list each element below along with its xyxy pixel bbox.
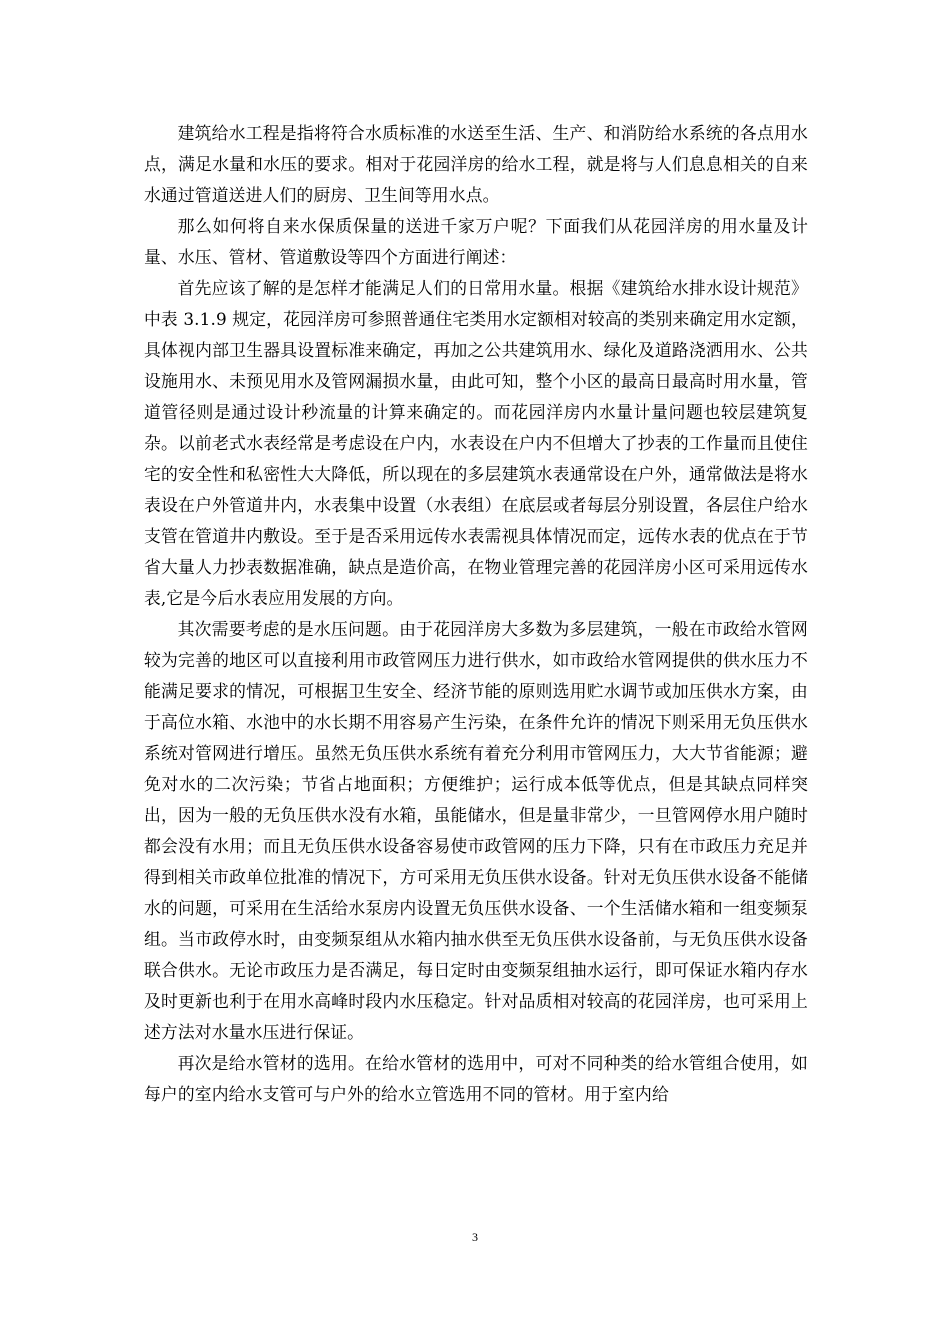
paragraph-water-pressure: 其次需要考虑的是水压问题。由于花园洋房大多数为多层建筑，一般在市政给水管网较为完善的地区可以直接利用市政管网压力进行供水，如市政给水管网提供的供水压力不能满足要求的情况，可根据卫生安全、经济节能的原则选用贮水调节或加压供水方案，由于高位水箱、水池中的水长期不用容易产生污染，在条件允许的情况下则采用无负压供水系统对管网进行增压。虽然无负压供水系统有着充分利用市管网压力，大大节省能源；避免对水的二次污染；节省占地面积；方便维护；运行成本低等优点，但是其缺点同样突出，因为一般的无负压供水没有水箱，虽能储水，但是量非常少，一旦管网停水用户随时都会没有水用；而且无负压供水设备容易使市政管网的压力下降，只有在市政压力充足并得到相关市政单位批准的情况下，方可采用无负压供水设备。针对无负压供水设备不能储水的问题，可采用在生活给水泵房内设置无负压供水设备、一个生活储水箱和一组变频泵组。当市政停水时，由变频泵组从水箱内抽水供至无负压供水设备前，与无负压供水设备联合供水。无论市政压力是否满足，每日定时由变频泵组抽水运行，即可保证水箱内存水及时更新也利于在用水高峰时段内水压稳定。针对品质相对较高的花园洋房，也可采用上述方法对水量水压进行保证。 [144,619,808,1042]
paragraph-overview: 那么如何将自来水保质保量的送进千家万户呢？下面我们从花园洋房的用水量及计量、水压、管材、管道敷设等四个方面进行阐述： [144,216,808,267]
paragraph-intro: 建筑给水工程是指将符合水质标准的水送至生活、生产、和消防给水系统的各点用水点，满足水量和水压的要求。相对于花园洋房的给水工程，就是将与人们息息相关的自来水通过管道送进人们的厨房、卫生间等用水点。 [144,123,808,205]
document-body [144,118,808,1110]
page-number: 3 [472,1230,478,1244]
paragraph-pipe-material: 再次是给水管材的选用。在给水管材的选用中，可对不同种类的给水管组合使用，如每户的室内给水支管可与户外的给水立管选用不同的管材。用于室内给 [144,1053,808,1104]
paragraph-water-quantity: 首先应该了解的是怎样才能满足人们的日常用水量。根据《建筑给水排水设计规范》中表 3.1.9 规定，花园洋房可参照普通住宅类用水定额相对较高的类别来确定用水定额，具体视内部卫生器具设置标准来确定，再加之公共建筑用水、绿化及道路浇洒用水、公共设施用水、未预见用水及管网漏损水量，由此可知，整个小区的最高日最高时用水量，管道管径则是通过设计秒流量的计算来确定的。而花园洋房内水量计量问题也较层建筑复杂。以前老式水表经常是考虑设在户内，水表设在户内不但增大了抄表的工作量而且使住宅的安全性和私密性大大降低，所以现在的多层建筑水表通常设在户外，通常做法是将水表设在户外管道井内，水表集中设置（水表组）在底层或者每层分别设置，各层住户给水支管在管道井内敷设。至于是否采用远传水表需视具体情况而定，远传水表的优点在于节省大量人力抄表数据准确，缺点是造价高，在物业管理完善的花园洋房小区可采用远传水表,它是今后水表应用发展的方向。 [144,278,808,608]
